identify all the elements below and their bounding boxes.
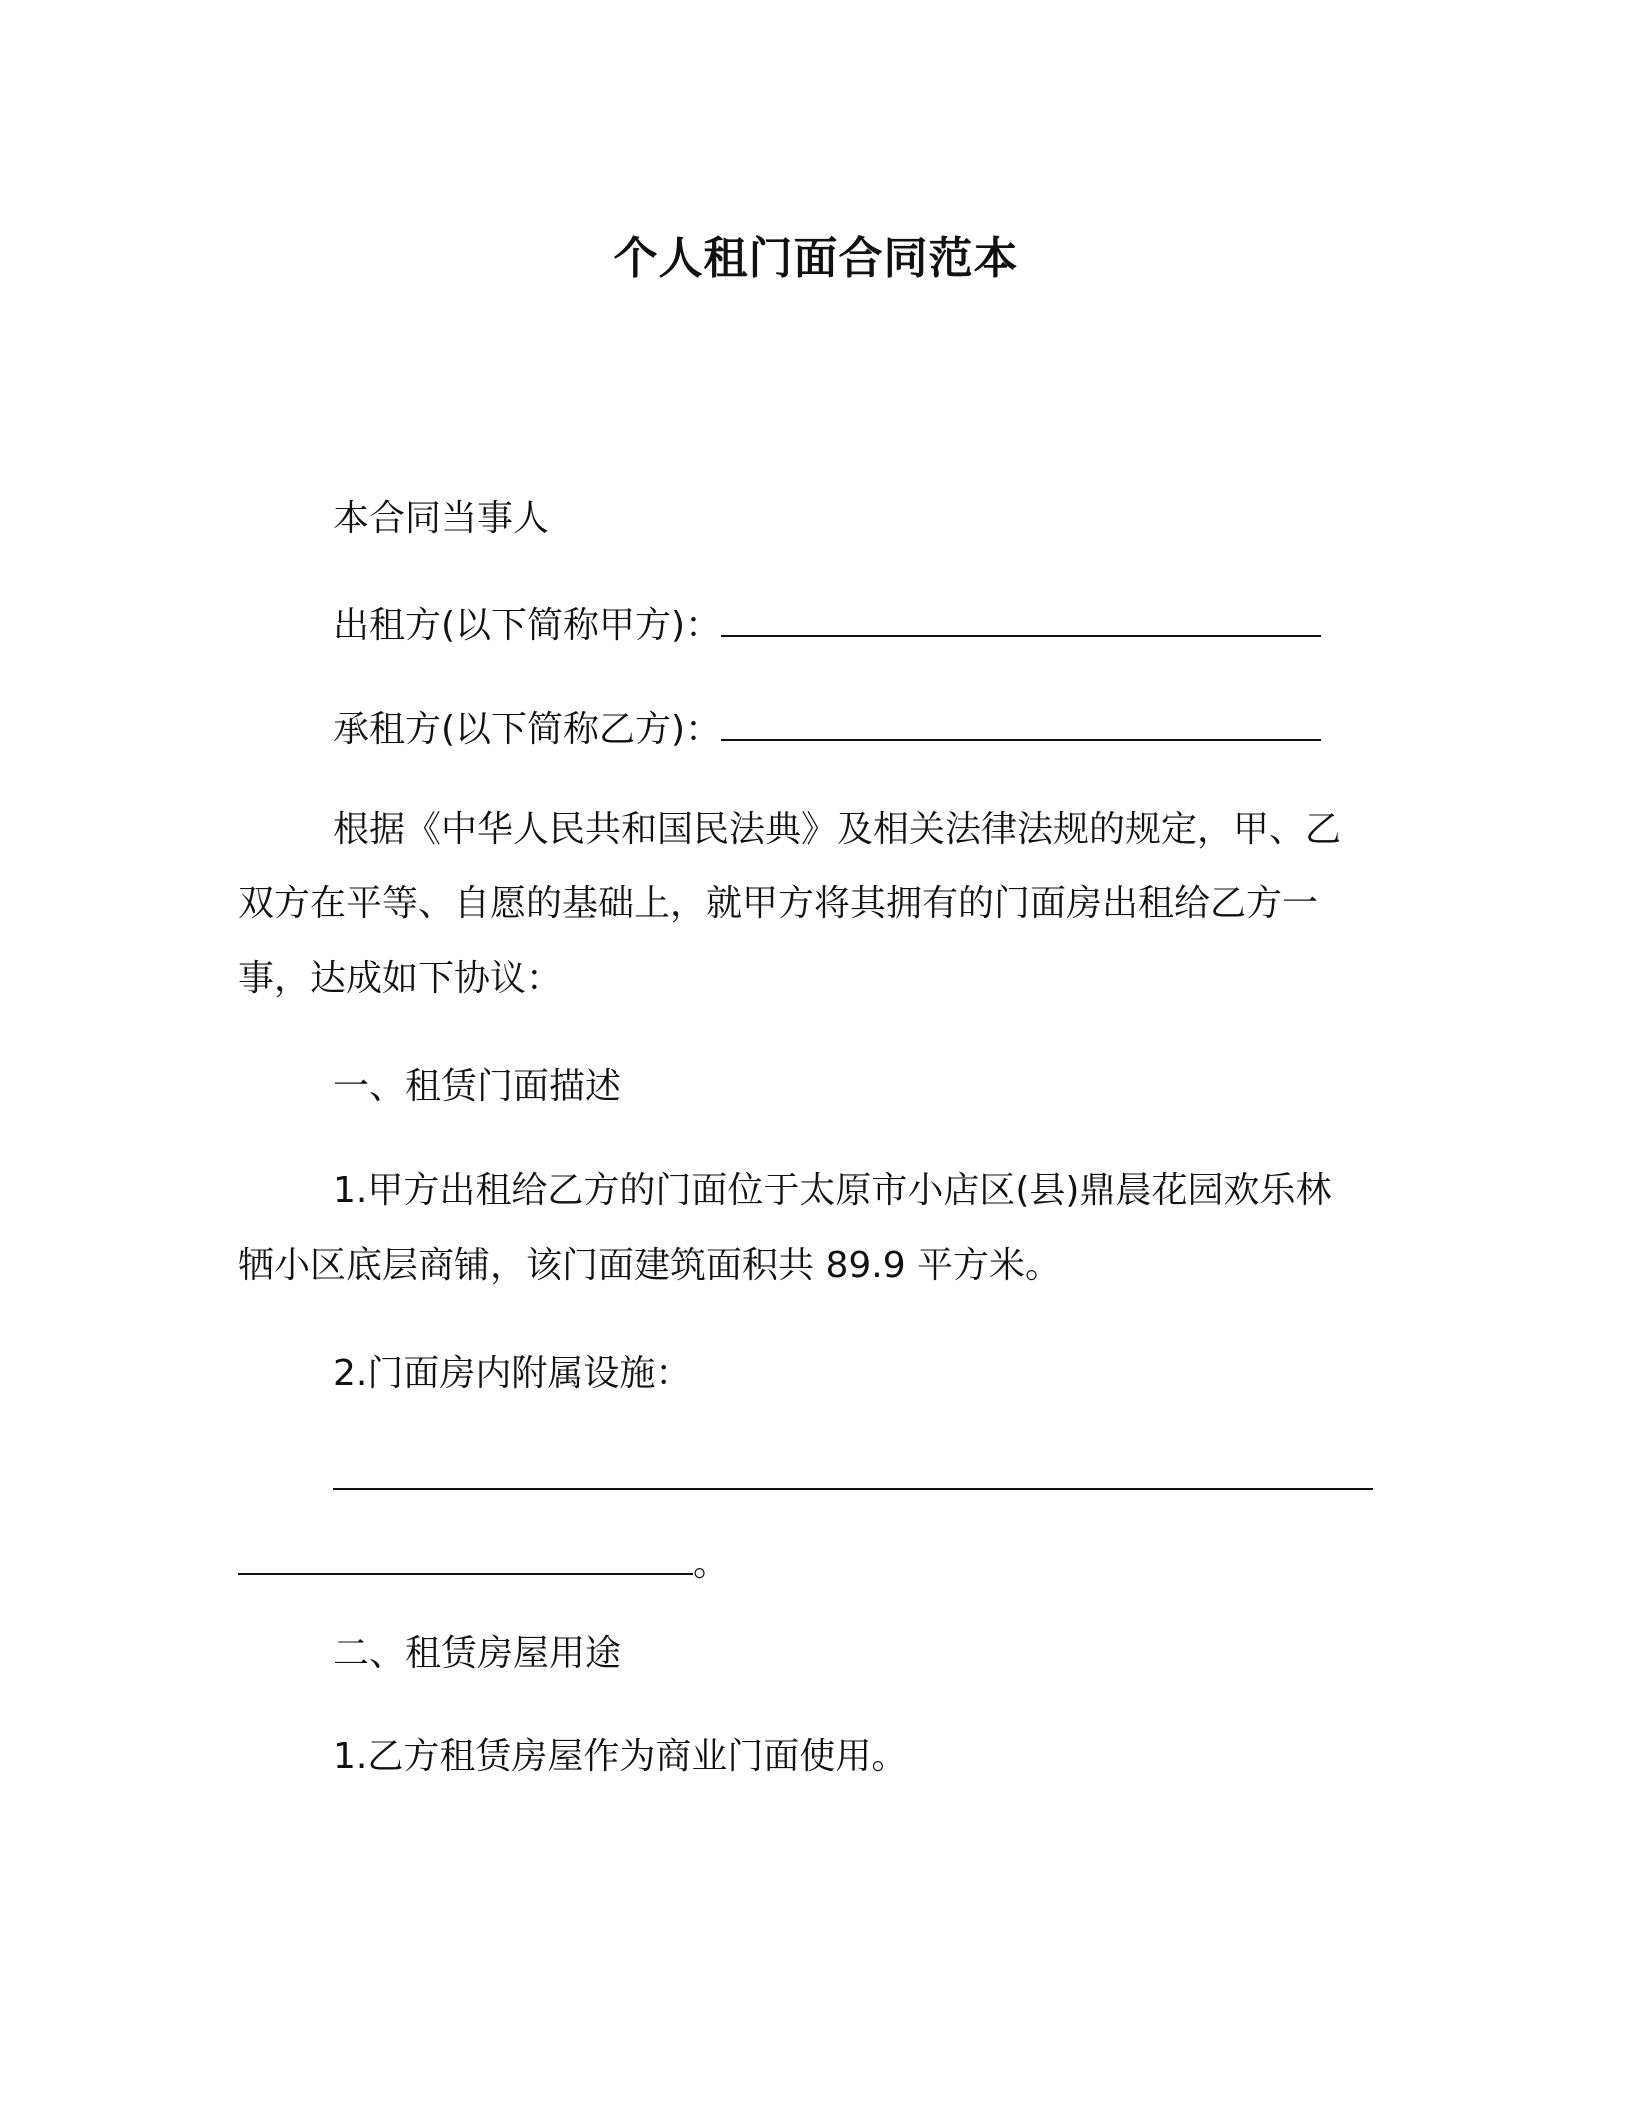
preamble-line-2: 双方在平等、自愿的基础上，就甲方将其拥有的门面房出租给乙方一	[238, 883, 1319, 924]
item-1-1-line-2: 牺小区底层商铺，该门面建筑面积共 89.9 平方米。	[238, 1245, 1062, 1286]
section-1-heading: 一、租赁门面描述	[333, 1066, 622, 1107]
lessor-line	[333, 602, 1321, 650]
preamble-line-1: 根据《中华人民共和国民法典》及相关法律法规的规定，甲、乙	[333, 809, 1342, 850]
facilities-blank-2	[238, 1543, 693, 1575]
lessee-line	[333, 706, 1321, 754]
parties-heading: 本合同当事人	[333, 498, 550, 539]
item-1-1-line-1: 1.甲方出租给乙方的门面位于太原市小店区(县)鼎晨花园欢乐林	[333, 1170, 1332, 1211]
lessor-label: 出租方(以下简称甲方)：	[333, 605, 722, 646]
lessor-blank	[721, 605, 1321, 637]
lessee-blank	[721, 709, 1321, 741]
preamble-line-3: 事，达成如下协议：	[238, 958, 563, 999]
section-2-heading: 二、租赁房屋用途	[333, 1633, 622, 1674]
document-title: 个人租门面合同范本	[613, 233, 1019, 284]
facilities-end-mark: 。	[693, 1543, 730, 1584]
facilities-blank-line-1	[333, 1455, 1373, 1503]
item-1-2: 2.门面房内附属设施：	[333, 1353, 692, 1394]
facilities-blank-line-2	[238, 1540, 729, 1588]
lessee-label: 承租方(以下简称乙方)：	[333, 709, 722, 750]
facilities-blank-1	[333, 1458, 1373, 1490]
item-2-1: 1.乙方租赁房屋作为商业门面使用。	[333, 1736, 908, 1777]
